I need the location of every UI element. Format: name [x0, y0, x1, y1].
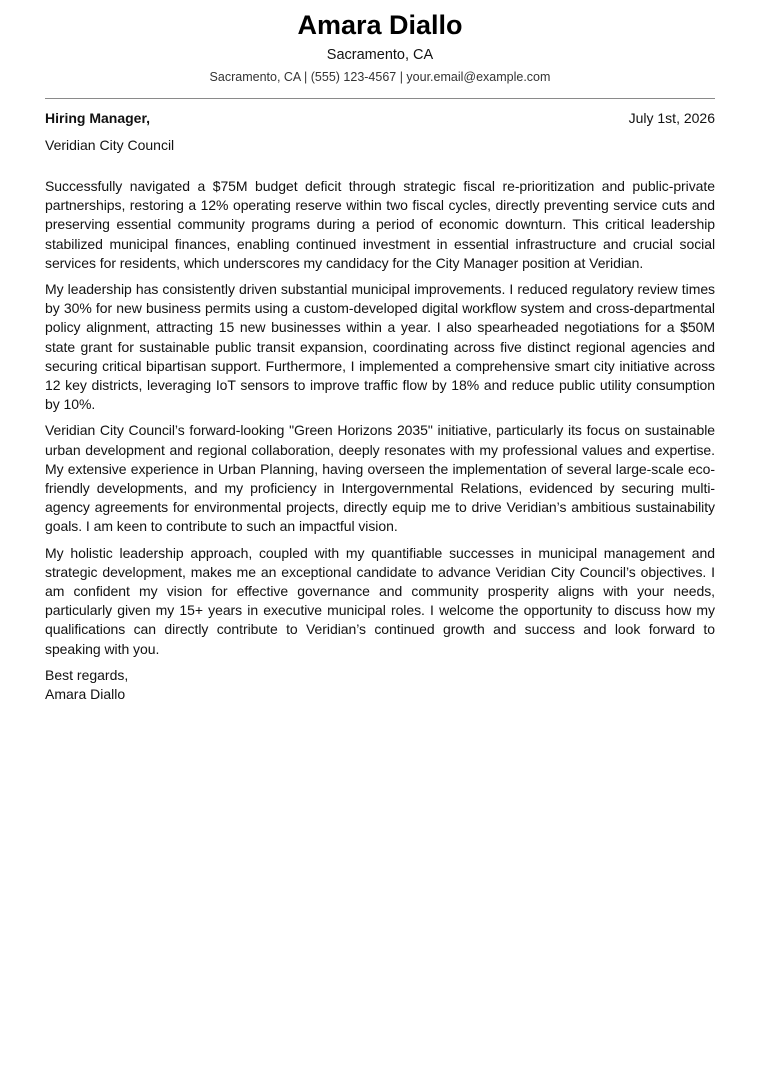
closing-phrase: Best regards,	[45, 666, 129, 683]
body-paragraph-2: My leadership has consistently driven substantial municipal improvements. I reduced regulatory review times by 30% for new business permits using a custom-developed digital workflow system and cross-departmental policy alignment, attracting 15 new businesses within a year. I also spearheaded negotiations for a $50M state grant for sustainable public transit expansion, coordinating across five distinct regional agencies and securing critical bipartisan support. Furthermore, I implemented a comprehensive smart city initiative across 12 key districts, leveraging IoT sensors to improve traffic flow by 18% and reduce public utility consumption by 10%.	[45, 281, 715, 413]
body-paragraph-1: Successfully navigated a $75M budget deficit through strategic fiscal re-prioritization and public-private partnerships, restoring a 12% operating reserve within two fiscal cycles, directly preventing service cuts and preserving essential community programs during a period of economic downturn. This critical leadership stabilized municipal finances, enabling continued investment in essential infrastructure and crucial social services for residents, which underscores my candidacy for the City Manager position at Veridian.	[45, 178, 715, 271]
body-paragraph-3: Veridian City Council’s forward-looking "Green Horizons 2035" initiative, particularly its focus on sustainable urban development and regional collaboration, deeply resonates with my professional values and expertise. My extensive experience in Urban Planning, having overseen the implementation of several large-scale eco-friendly developments, and my proficiency in Intergovernmental Relations, evidenced by securing multi-agency agreements for environmental projects, directly equip me to drive Veridian’s ambitious sustainability goals. I am keen to contribute to such an impactful vision.	[45, 422, 715, 535]
recipient-salutation: Hiring Manager,	[45, 110, 151, 126]
letter-closing	[45, 666, 715, 704]
letter-body	[45, 177, 715, 659]
applicant-location: Sacramento, CA	[326, 47, 434, 63]
letter-date: July 1st, 2026	[628, 110, 715, 126]
recipient-date-row	[45, 109, 715, 127]
body-paragraph-4: My holistic leadership approach, coupled with my quantifiable successes in municipal management and strategic development, makes me an exceptional candidate to advance Veridian City Council’s objectives. I am confident my vision for effective governance and community prosperity aligns with your needs, particularly given my 15+ years in executive municipal roles. I welcome the opportunity to discuss how my qualifications can directly contribute to Veridian’s continued growth and success and look forward to speaking with you.	[45, 544, 715, 657]
letter-header	[45, 0, 715, 86]
signature-name: Amara Diallo	[45, 686, 126, 703]
recipient-organization: Veridian City Council	[45, 137, 175, 153]
applicant-name: Amara Diallo	[297, 10, 463, 40]
header-divider	[45, 98, 715, 99]
contact-line: Sacramento, CA | (555) 123-4567 | your.email@example.com	[209, 70, 551, 84]
